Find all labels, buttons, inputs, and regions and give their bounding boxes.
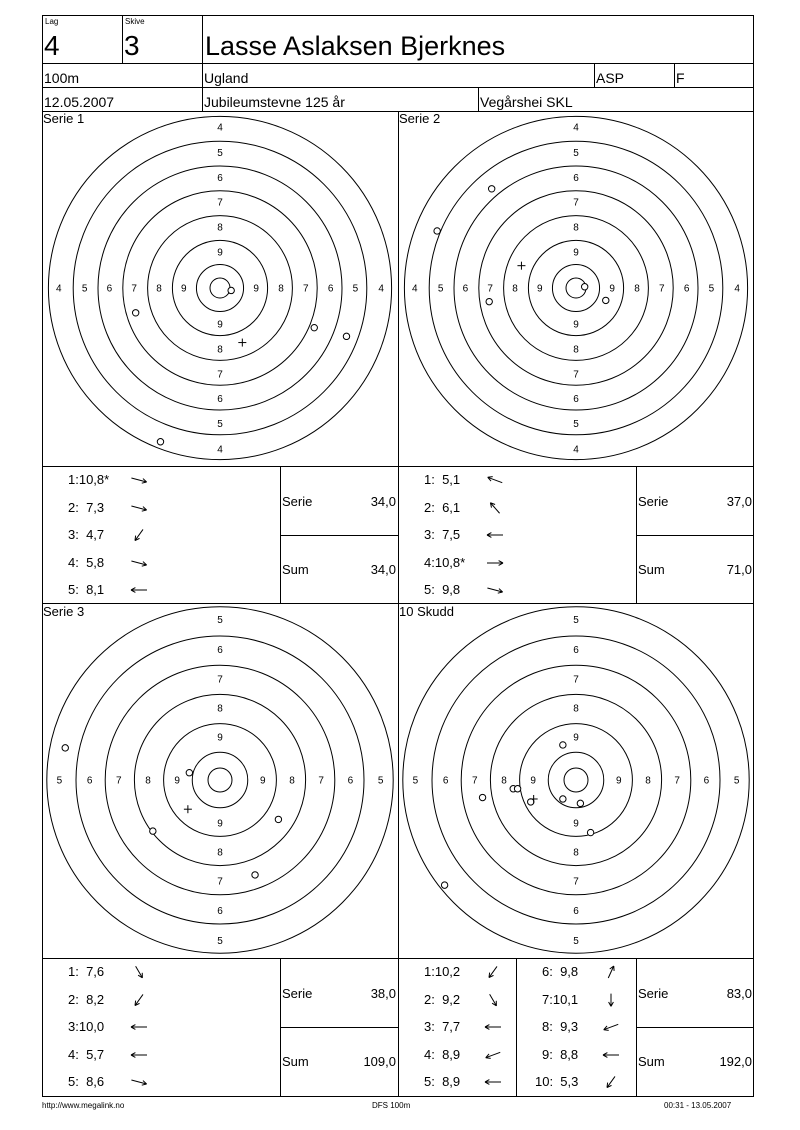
direction-arrow-icon	[128, 964, 150, 980]
ring-label: 4	[217, 122, 223, 134]
ring-label: 5	[217, 936, 223, 948]
sum-label: Sum	[638, 562, 665, 577]
ring-label: 7	[131, 283, 137, 295]
ring-label: 6	[573, 172, 579, 184]
divider	[42, 63, 754, 64]
ring-label: 6	[683, 283, 690, 295]
ring-label: 5	[573, 936, 579, 948]
ring-label: 9	[530, 775, 536, 787]
host-field: Vegårshei SKL	[480, 94, 573, 110]
sum-label: Sum	[638, 1054, 665, 1069]
direction-arrow-icon	[600, 992, 622, 1008]
shot-score: 4: 8,9	[424, 1047, 461, 1062]
shot-score: 1: 5,1	[424, 472, 461, 487]
ring-label: 9	[537, 283, 543, 295]
event-field: Jubileumstevne 125 år	[204, 94, 345, 110]
target-ring	[47, 607, 393, 953]
sum-value: 109,0	[363, 1054, 396, 1069]
ring-label: 8	[217, 222, 223, 234]
target-ring	[148, 216, 293, 361]
shot-score: 5: 8,9	[424, 1074, 461, 1089]
ring-label: 9	[174, 775, 180, 787]
divider	[674, 63, 675, 87]
ring-label: 8	[145, 775, 151, 787]
ring-label: 5	[56, 775, 63, 787]
ring-label: 7	[573, 197, 579, 209]
target-ring	[134, 694, 305, 865]
target-ring	[404, 116, 747, 459]
ring-label: 6	[573, 645, 579, 657]
ring-label: 7	[116, 775, 122, 787]
direction-arrow-icon	[484, 472, 506, 488]
shot-hole	[157, 439, 163, 445]
direction-arrow-icon	[600, 1074, 622, 1090]
shot-hole	[275, 816, 281, 822]
target-ring	[564, 768, 588, 792]
shot-hole	[560, 796, 566, 802]
direction-arrow-icon	[128, 582, 150, 598]
ring-label: 7	[303, 283, 309, 295]
direction-arrow-icon	[128, 992, 150, 1008]
divider	[594, 63, 595, 87]
ring-label: 9	[217, 247, 223, 259]
ring-label: 9	[217, 818, 223, 830]
divider	[516, 958, 517, 1097]
divider	[122, 15, 123, 63]
target-ring	[461, 665, 691, 895]
shot-hole	[252, 872, 258, 878]
shot-hole	[132, 310, 138, 316]
serie-value: 83,0	[726, 986, 752, 1001]
ring-label: 9	[609, 283, 615, 295]
shot-score: 8: 9,3	[542, 1019, 579, 1034]
ring-label: 8	[156, 283, 162, 295]
target-ring	[48, 116, 391, 459]
shot-hole	[228, 287, 234, 293]
direction-arrow-icon	[484, 582, 506, 598]
direction-arrow-icon	[128, 527, 150, 543]
sum-value: 192,0	[719, 1054, 752, 1069]
target-ring	[552, 264, 599, 311]
shot-hole	[486, 298, 492, 304]
target-ring	[479, 191, 673, 385]
ring-label: 6	[106, 283, 113, 295]
ring-label: 9	[573, 319, 579, 331]
ring-label: 6	[86, 775, 93, 787]
shot-score: 7:10,1	[542, 992, 579, 1007]
target-ring	[403, 607, 749, 953]
ring-label: 9	[181, 283, 187, 295]
club-field: Ugland	[204, 70, 249, 86]
ring-label: 9	[616, 775, 622, 787]
serie-label: Serie	[282, 494, 313, 509]
shot-hole	[434, 228, 440, 234]
shot-score: 5: 8,6	[68, 1074, 105, 1089]
ring-label: 8	[573, 703, 579, 715]
ring-label: 9	[260, 775, 266, 787]
target-serie-3	[42, 604, 398, 958]
shot-score: 2: 6,1	[424, 500, 461, 515]
direction-arrow-icon	[482, 992, 504, 1008]
target-serie-1	[42, 112, 398, 466]
ring-label: 7	[674, 775, 680, 787]
shot-hole	[150, 828, 156, 834]
direction-arrow-icon	[482, 964, 504, 980]
sum-label: Sum	[282, 1054, 309, 1069]
ring-label: 7	[659, 283, 665, 295]
serie-label: Serie	[282, 986, 313, 1001]
ring-label: 6	[217, 905, 223, 917]
divider	[636, 1027, 754, 1028]
ring-label: 4	[412, 283, 418, 295]
shot-score: 1:10,8*	[68, 472, 110, 487]
shot-hole	[62, 745, 68, 751]
panel-title: 10 Skudd	[399, 604, 454, 619]
direction-arrow-icon	[600, 1047, 622, 1063]
shot-score: 10: 5,3	[535, 1074, 579, 1089]
ring-label: 5	[352, 283, 359, 295]
ring-label: 7	[472, 775, 478, 787]
ring-label: 9	[573, 732, 579, 744]
divider	[280, 535, 398, 536]
ring-label: 7	[573, 369, 579, 381]
target-ring	[73, 141, 367, 435]
panel-title: Serie 3	[43, 604, 85, 619]
divider	[280, 1027, 398, 1028]
ring-label: 7	[217, 369, 223, 381]
target-10-skudd	[398, 604, 754, 958]
ring-label: 5	[733, 775, 740, 787]
ring-label: 6	[573, 394, 579, 406]
ring-label: 7	[318, 775, 324, 787]
target-ring	[196, 264, 243, 311]
direction-arrow-icon	[482, 1019, 504, 1035]
divider	[42, 466, 754, 467]
shot-score: 3: 4,7	[68, 527, 105, 542]
ring-label: 6	[217, 645, 223, 657]
direction-arrow-icon	[128, 1019, 150, 1035]
ring-label: 5	[437, 283, 444, 295]
shot-score: 1:10,2	[424, 964, 461, 979]
direction-arrow-icon	[128, 1047, 150, 1063]
target-ring	[123, 191, 317, 385]
sum-value: 34,0	[370, 562, 396, 577]
ring-label: 5	[573, 418, 579, 430]
shot-score: 2: 8,2	[68, 992, 105, 1007]
ring-label: 9	[217, 319, 223, 331]
shot-score: 1: 7,6	[68, 964, 105, 979]
ring-label: 5	[573, 614, 579, 626]
direction-arrow-icon	[128, 500, 150, 516]
shot-hole	[311, 324, 317, 330]
ring-label: 7	[487, 283, 493, 295]
direction-arrow-icon	[482, 1074, 504, 1090]
ring-label: 6	[573, 905, 579, 917]
ring-label: 8	[645, 775, 651, 787]
lag-value: 4	[44, 30, 60, 61]
ring-label: 9	[217, 732, 223, 744]
ring-label: 8	[512, 283, 518, 295]
shot-hole	[488, 186, 494, 192]
ring-label: 9	[573, 247, 579, 259]
ring-label: 5	[217, 148, 223, 160]
shot-score: 3:10,0	[68, 1019, 105, 1034]
ring-label: 5	[81, 283, 88, 295]
direction-arrow-icon	[128, 555, 150, 571]
ring-label: 7	[573, 876, 579, 888]
shooter-name: Lasse Aslaksen Bjerknes	[205, 31, 506, 61]
shot-score: 3: 7,5	[424, 527, 461, 542]
shot-hole	[343, 333, 349, 339]
serie-label: Serie	[638, 494, 669, 509]
serie-value: 38,0	[370, 986, 396, 1001]
skive-label: Skive	[125, 17, 145, 26]
ring-label: 7	[573, 674, 579, 686]
date-field: 12.05.2007	[44, 94, 115, 110]
ring-label: 4	[573, 122, 579, 134]
shot-hole	[577, 800, 583, 806]
skive-value: 3	[124, 30, 140, 61]
shot-score: 4:10,8*	[424, 555, 466, 570]
target-ring	[192, 752, 247, 807]
ring-label: 8	[217, 703, 223, 715]
direction-arrow-icon	[484, 555, 506, 571]
shot-hole	[603, 297, 609, 303]
ring-label: 8	[573, 344, 579, 356]
target-ring	[208, 768, 232, 792]
ring-label: 5	[217, 418, 223, 430]
ring-label: 5	[573, 148, 579, 160]
extra-field: F	[676, 70, 685, 86]
target-ring	[210, 278, 230, 298]
shot-hole	[528, 799, 534, 805]
shot-score: 9: 8,8	[542, 1047, 579, 1062]
direction-arrow-icon	[128, 472, 150, 488]
ring-label: 9	[573, 818, 579, 830]
serie-value: 37,0	[726, 494, 752, 509]
last-shot-marker	[238, 339, 246, 347]
last-shot-marker	[184, 805, 192, 813]
direction-arrow-icon	[600, 1019, 622, 1035]
shot-score: 4: 5,8	[68, 555, 105, 570]
last-shot-marker	[517, 262, 525, 270]
ring-label: 9	[253, 283, 259, 295]
distance-field: 100m	[44, 70, 80, 86]
direction-arrow-icon	[484, 527, 506, 543]
shot-score: 6: 9,8	[542, 964, 579, 979]
shot-hole	[587, 829, 593, 835]
ring-label: 8	[573, 222, 579, 234]
shot-score: 4: 5,7	[68, 1047, 105, 1062]
ring-label: 7	[217, 876, 223, 888]
shot-score: 2: 7,3	[68, 500, 105, 515]
ring-label: 8	[217, 344, 223, 356]
ring-label: 6	[217, 394, 223, 406]
shot-score: 2: 9,2	[424, 992, 461, 1007]
ring-label: 6	[347, 775, 354, 787]
ring-label: 5	[708, 283, 715, 295]
ring-label: 4	[573, 444, 579, 456]
shot-score: 5: 8,1	[68, 582, 105, 597]
divider	[202, 15, 203, 112]
ring-label: 7	[217, 197, 223, 209]
sum-label: Sum	[282, 562, 309, 577]
ring-label: 7	[217, 674, 223, 686]
direction-arrow-icon	[482, 1047, 504, 1063]
direction-arrow-icon	[600, 964, 622, 980]
ring-label: 4	[217, 444, 223, 456]
shot-hole	[514, 786, 520, 792]
footer-url: http://www.megalink.no	[42, 1101, 125, 1110]
ring-label: 8	[573, 847, 579, 859]
serie-value: 34,0	[370, 494, 396, 509]
ring-label: 6	[217, 172, 223, 184]
ring-label: 6	[462, 283, 469, 295]
ring-label: 8	[217, 847, 223, 859]
ring-label: 6	[327, 283, 334, 295]
shot-hole	[479, 794, 485, 800]
shot-hole	[441, 882, 447, 888]
direction-arrow-icon	[128, 1074, 150, 1090]
shot-hole	[560, 742, 566, 748]
shot-hole	[186, 770, 192, 776]
divider	[636, 535, 754, 536]
ring-label: 6	[442, 775, 449, 787]
ring-label: 8	[634, 283, 640, 295]
target-ring	[490, 694, 661, 865]
ring-label: 8	[501, 775, 507, 787]
target-ring	[548, 752, 603, 807]
target-ring	[429, 141, 723, 435]
ring-label: 4	[378, 283, 384, 295]
ring-label: 8	[278, 283, 284, 295]
target-serie-2	[398, 112, 754, 466]
divider	[478, 87, 479, 111]
panel-title: Serie 2	[399, 111, 441, 126]
ring-label: 5	[377, 775, 384, 787]
divider	[42, 958, 754, 959]
footer-program: DFS 100m	[372, 1101, 411, 1110]
shot-score: 3: 7,7	[424, 1019, 461, 1034]
serie-label: Serie	[638, 986, 669, 1001]
shot-hole	[581, 284, 587, 290]
ring-label: 6	[703, 775, 710, 787]
ring-label: 4	[734, 283, 740, 295]
target-ring	[504, 216, 649, 361]
shot-score: 5: 9,8	[424, 582, 461, 597]
direction-arrow-icon	[484, 500, 506, 516]
target-ring	[105, 665, 335, 895]
divider	[42, 87, 754, 88]
ring-label: 8	[289, 775, 295, 787]
sum-value: 71,0	[726, 562, 752, 577]
class-field: ASP	[596, 70, 625, 86]
lag-label: Lag	[45, 17, 59, 26]
ring-label: 5	[217, 614, 223, 626]
footer-timestamp: 00:31 - 13.05.2007	[664, 1101, 732, 1110]
ring-label: 4	[56, 283, 62, 295]
panel-title: Serie 1	[43, 111, 85, 126]
ring-label: 5	[412, 775, 419, 787]
